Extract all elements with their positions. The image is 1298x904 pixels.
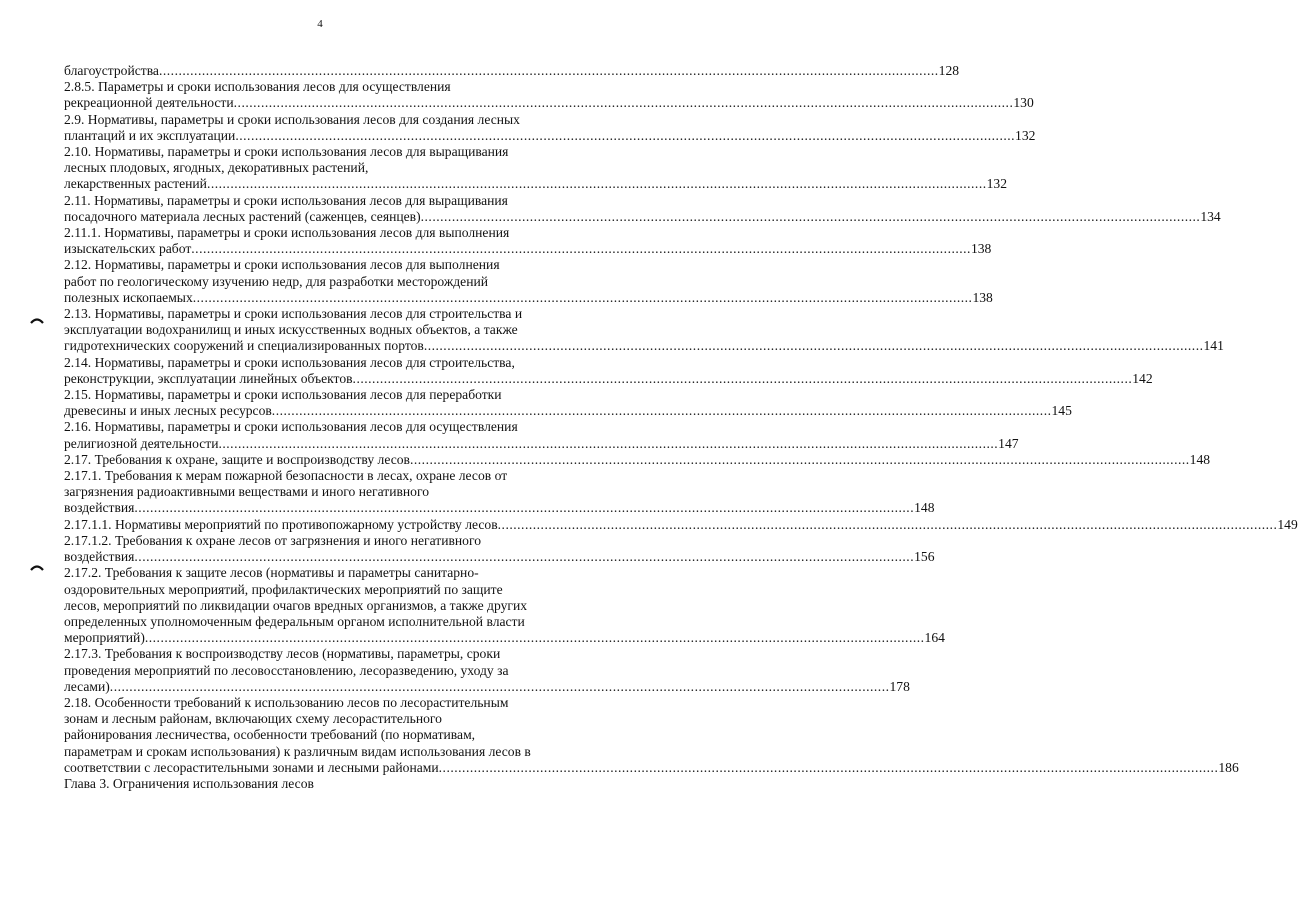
toc-entry	[64, 63, 960, 79]
dot-leader: ........................................................................................................................................................................................................	[192, 289, 973, 305]
toc-entry-text: религиозной деятельности	[64, 435, 219, 451]
toc-entry-last-line	[64, 549, 935, 565]
toc-entry-text: 2.17.3. Требования к воспроизводству лесов (нормативы, параметры, сроки	[64, 646, 501, 662]
toc-entry-text: 2.17. Требования к охране, защите и воспроизводству лесов	[64, 451, 410, 467]
dot-leader: ........................................................................................................................................................................................................	[438, 759, 1219, 775]
toc-entry-text: полезных ископаемых	[64, 289, 193, 305]
toc-entry-text: 2.17.1. Требования к мерам пожарной безопасности в лесах, охране лесов от	[64, 468, 508, 484]
toc-entry-text: древесины и иных лесных ресурсов	[64, 403, 272, 419]
toc-entry-text: соответствии с лесорастительными зонами и лесными районами	[64, 759, 439, 775]
toc-entry-text: проведения мероприятий по лесовосстановлению, лесоразведению, уходу за	[64, 662, 509, 678]
toc-entry	[64, 419, 1019, 451]
toc-entry-text: 2.10. Нормативы, параметры и сроки использования лесов для выращивания	[64, 144, 509, 160]
toc-entry-text: 2.9. Нормативы, параметры и сроки использования лесов для создания лесных	[64, 111, 520, 127]
toc-entry-text: 2.16. Нормативы, параметры и сроки использования лесов для осуществления	[64, 419, 518, 435]
toc-entry-last-line	[64, 370, 1153, 387]
toc-entry	[64, 694, 1239, 776]
toc-entry-text: изыскательских работ	[64, 241, 192, 257]
toc-entry-text: 2.18. Особенности требований к использованию лесов по лесорастительным	[64, 694, 509, 710]
toc-entry	[64, 306, 1224, 355]
toc-entry-text: посадочного материала лесных растений (саженцев, сеянцев)	[64, 208, 421, 224]
toc-page-number: 145	[1051, 403, 1072, 419]
toc-entry	[64, 225, 992, 257]
toc-entry-text: 2.11.1. Нормативы, параметры и сроки использования лесов для выполнения	[64, 225, 510, 241]
toc-entry-text: мероприятий)	[64, 630, 145, 646]
toc-page-number: 147	[998, 435, 1019, 451]
toc-entry-last-line	[64, 208, 1221, 225]
toc-entry	[64, 387, 1072, 419]
dot-leader: ........................................................................................................................................................................................................	[206, 176, 987, 192]
toc-entry-text: воздействия	[64, 500, 135, 516]
toc-entry-last-line	[64, 759, 1239, 776]
toc-entry	[64, 354, 1153, 387]
toc-entry-text: воздействия	[64, 549, 135, 565]
toc-page-number: 178	[889, 678, 910, 694]
dot-leader: ........................................................................................................................................................................................................	[218, 435, 999, 451]
toc-entry-text: 2.12. Нормативы, параметры и сроки использования лесов для выполнения	[64, 257, 500, 273]
dot-leader: ........................................................................................................................................................................................................	[271, 403, 1052, 419]
toc-entry	[64, 646, 910, 695]
toc-entry-last-line	[64, 176, 1008, 192]
toc-entry-text: 2.17.1.1. Нормативы мероприятий по противопожарному устройству лесов	[64, 516, 498, 532]
toc-page-number: 186	[1218, 759, 1239, 775]
toc-entry-text: лекарственных растений	[64, 176, 207, 192]
toc-entry-last-line	[64, 63, 960, 79]
toc-entry	[64, 79, 1034, 111]
toc-entry	[64, 565, 945, 646]
toc-page-number: 134	[1200, 208, 1221, 224]
toc-entry-last-line	[64, 500, 935, 516]
toc-entry-text: лесами)	[64, 678, 110, 694]
toc-entry-text: загрязнения радиоактивными веществами и иного негативного	[64, 484, 429, 500]
dot-leader: ........................................................................................................................................................................................................	[235, 127, 1016, 143]
toc-page-number: 148	[1189, 451, 1211, 467]
toc-page-number: 132	[986, 176, 1008, 192]
dot-leader: ........................................................................................................................................................................................................	[134, 549, 915, 565]
toc-entry-last-line	[64, 241, 992, 257]
toc-entry	[64, 451, 1211, 468]
toc-page-number: 138	[970, 241, 992, 257]
toc-entry-last-line	[64, 516, 1298, 533]
toc-entry-last-line	[64, 435, 1019, 452]
toc-page-number: 128	[938, 63, 960, 78]
toc-entry-text: 2.14. Нормативы, параметры и сроки использования лесов для строительства,	[64, 354, 515, 370]
toc-entry-text: 2.8.5. Параметры и сроки использования лесов для осуществления	[64, 79, 451, 95]
dot-leader: ........................................................................................................................................................................................................	[144, 630, 925, 646]
toc-page-number: 141	[1203, 338, 1224, 354]
toc-entry-text: 2.17.1.2. Требования к охране лесов от загрязнения и иного негативного	[64, 532, 481, 548]
dot-leader: ........................................................................................................................................................................................................	[191, 241, 971, 257]
toc-entry-last-line	[64, 403, 1072, 419]
toc-page-number: 149	[1277, 516, 1298, 532]
toc-entry-text: лесов, мероприятий по ликвидации очагов вредных организмов, а также других	[64, 597, 528, 613]
toc-entry-text: рекреационной деятельности	[64, 95, 234, 111]
toc-entry	[64, 111, 1036, 144]
toc-entry-text: гидротехнических сооружений и специализированных портов	[64, 338, 424, 354]
toc-page-number: 148	[914, 500, 935, 516]
toc-entry-last-line	[64, 451, 1211, 468]
binding-hole-mark	[30, 564, 44, 571]
binding-hole-mark	[30, 317, 44, 324]
toc-entry-text: 2.15. Нормативы, параметры и сроки использования лесов для переработки	[64, 387, 502, 403]
dot-leader: ........................................................................................................................................................................................................	[134, 500, 915, 516]
toc-entry	[64, 532, 935, 565]
toc-entry	[64, 516, 1298, 533]
toc-page-number: 138	[972, 289, 993, 305]
toc-entry-text: параметрам и срокам использования) к различным видам использования лесов в	[64, 743, 531, 759]
toc-entry-last-line	[64, 678, 910, 695]
dot-leader: ........................................................................................................................................................................................................	[158, 63, 939, 78]
dot-leader: ........................................................................................................................................................................................................	[109, 678, 890, 694]
toc-entry-text: 2.17.2. Требования к защите лесов (нормативы и параметры санитарно-	[64, 565, 479, 581]
dot-leader: ........................................................................................................................................................................................................	[497, 516, 1278, 532]
toc-entry-last-line	[64, 289, 993, 306]
dot-leader: ........................................................................................................................................................................................................	[409, 451, 1190, 467]
toc-entry-text: Глава 3. Ограничения использования лесов	[64, 775, 314, 791]
table-of-contents	[64, 63, 1298, 792]
toc-entry-text: благоустройства	[64, 63, 159, 78]
toc-page-number: 132	[1015, 127, 1036, 143]
toc-page-number: 142	[1132, 370, 1153, 386]
toc-entry-last-line	[64, 127, 1036, 144]
toc-entry-text: 2.11. Нормативы, параметры и сроки использования лесов для выращивания	[64, 192, 508, 208]
toc-entry-last-line	[64, 338, 1224, 354]
dot-leader: ........................................................................................................................................................................................................	[352, 370, 1133, 386]
page-number: 4	[317, 18, 323, 30]
dot-leader: ........................................................................................................................................................................................................	[420, 208, 1201, 224]
toc-entry-text: реконструкции, эксплуатации линейных объектов	[64, 370, 353, 386]
toc-page-number: 156	[914, 549, 935, 565]
toc-entry-text: эксплуатации водохранилищ и иных искусственных водных объектов, а также	[64, 322, 518, 338]
toc-entry	[64, 192, 1221, 225]
toc-page-number: 130	[1013, 95, 1034, 111]
toc-entry	[64, 468, 935, 517]
toc-entry	[64, 144, 1008, 193]
toc-entry-last-line	[64, 630, 945, 646]
toc-entry-text: районирования лесничества, особенности требований (по нормативам,	[64, 727, 476, 743]
toc-entry-text: зонам и лесным районам, включающих схему лесорастительного	[64, 711, 442, 727]
toc-entry-last-line	[64, 95, 1034, 111]
toc-entry	[64, 776, 574, 792]
dot-leader: ........................................................................................................................................................................................................	[423, 338, 1204, 354]
toc-entry	[64, 257, 993, 306]
toc-page-number: 164	[924, 630, 945, 646]
toc-entry-text: лесных плодовых, ягодных, декоративных растений,	[64, 160, 369, 176]
dot-leader: ........................................................................................................................................................................................................	[233, 95, 1014, 111]
toc-entry-text: оздоровительных мероприятий, профилактических мероприятий по защите	[64, 581, 503, 597]
toc-entry-text: плантаций и их эксплуатации	[64, 127, 236, 143]
toc-entry-text: 2.13. Нормативы, параметры и сроки использования лесов для строительства и	[64, 306, 523, 322]
toc-entry-text: работ по геологическому изучению недр, для разработки месторождений	[64, 273, 489, 289]
toc-entry-text: определенных уполномоченным федеральным органом исполнительной власти	[64, 613, 525, 629]
